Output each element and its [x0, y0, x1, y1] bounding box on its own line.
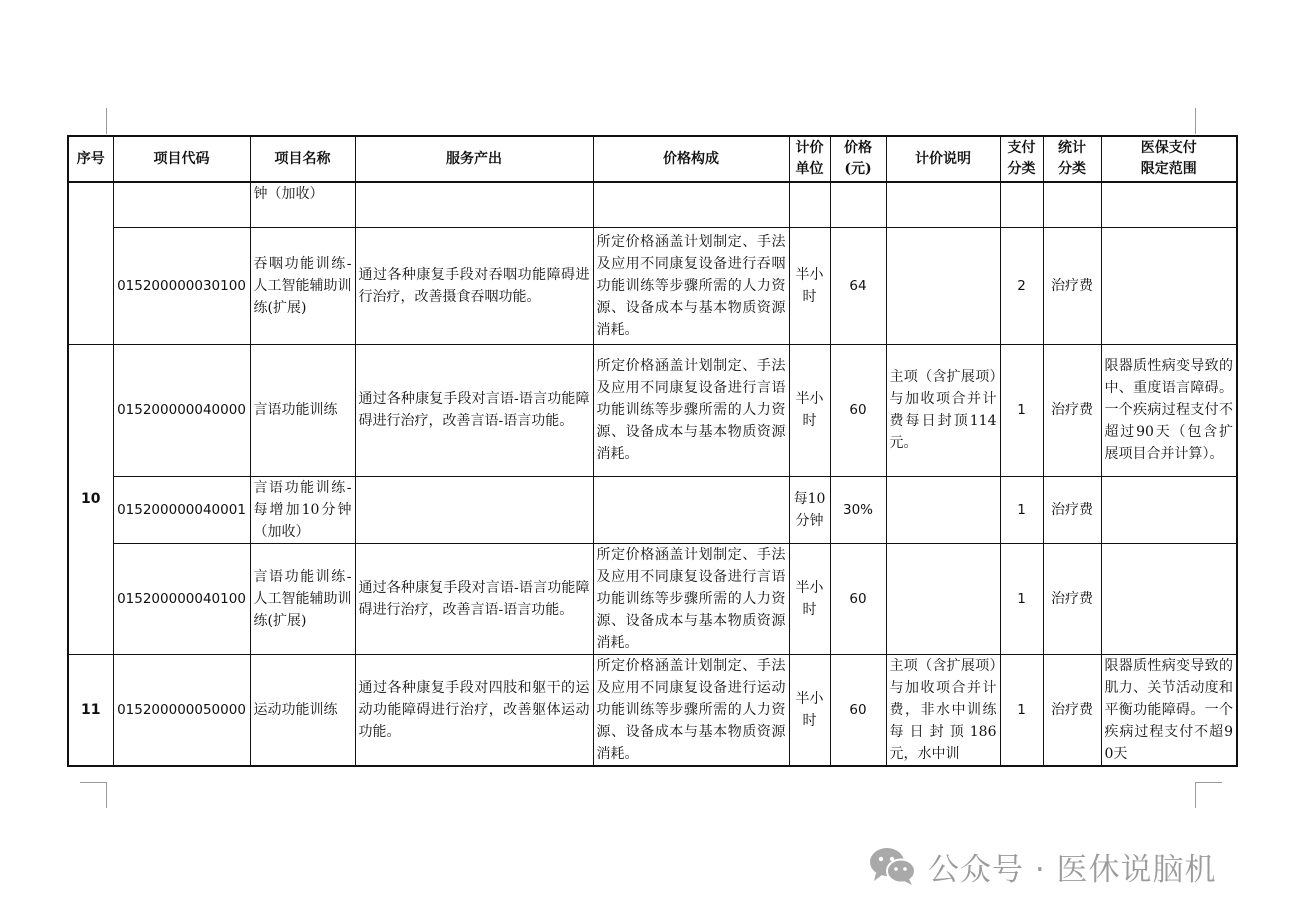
- cell-scope: 限器质性病变导致的中、重度语言障碍。一个疾病过程支付不超过90天（包含扩展项目合并计算）。: [1101, 344, 1237, 476]
- cell-unit: 半小时: [789, 543, 830, 654]
- price-table: [67, 135, 1238, 767]
- cell-pay: 1: [1000, 654, 1043, 766]
- cell-composition: [593, 476, 789, 543]
- cell-price: [830, 182, 886, 227]
- cell-code: [113, 182, 250, 227]
- cell-price: 60: [830, 543, 886, 654]
- table-row: [68, 344, 1237, 476]
- cell-code: 015200000040000: [113, 344, 250, 476]
- cell-unit: 半小时: [789, 227, 830, 344]
- cell-stat: [1043, 182, 1101, 227]
- header-composition: 价格构成: [593, 136, 789, 182]
- header-price-line2: (元): [844, 161, 872, 177]
- header-unit-line1: 计价: [795, 140, 824, 156]
- header-output: 服务产出: [355, 136, 593, 182]
- cell-name: 钟（加收）: [250, 182, 355, 227]
- cell-note: [886, 227, 1000, 344]
- header-pay: [1000, 136, 1043, 182]
- cell-price: 30%: [830, 476, 886, 543]
- cell-composition: [593, 182, 789, 227]
- cell-price: 60: [830, 344, 886, 476]
- cell-name: 言语功能训练: [250, 344, 355, 476]
- crop-mark-top-right-v: [1195, 108, 1196, 134]
- crop-mark-bottom-left-v: [106, 782, 107, 808]
- header-scope-line1: 医保支付: [1140, 140, 1197, 156]
- cell-name: 言语功能训练-每增加10分钟（加收）: [250, 476, 355, 543]
- cell-unit: 每10分钟: [789, 476, 830, 543]
- header-unit-line2: 单位: [795, 161, 824, 177]
- cell-pay: [1000, 182, 1043, 227]
- table-row: [68, 476, 1237, 543]
- cell-price: 64: [830, 227, 886, 344]
- cell-output: [355, 182, 593, 227]
- header-pay-line2: 分类: [1007, 161, 1036, 177]
- header-stat-line1: 统计: [1058, 140, 1086, 156]
- cell-unit: [789, 182, 830, 227]
- cell-unit: 半小时: [789, 344, 830, 476]
- watermark-text: 公众号 · 医休说脑机: [928, 851, 1217, 888]
- header-stat: [1043, 136, 1101, 182]
- cell-note: 主项（含扩展项）与加收项合并计费，非水中训练每日封顶186元，水中训: [886, 654, 1000, 766]
- watermark: [868, 842, 1217, 890]
- table-row: [68, 654, 1237, 766]
- cell-composition: 所定价格涵盖计划制定、手法及应用不同康复设备进行运动功能训练等步骤所需的人力资源、设备成本与基本物质资源消耗。: [593, 654, 789, 766]
- header-stat-line2: 分类: [1058, 161, 1086, 177]
- cell-scope: [1101, 227, 1237, 344]
- cell-output: [355, 476, 593, 543]
- header-note: 计价说明: [886, 136, 1000, 182]
- header-scope: [1101, 136, 1237, 182]
- cell-code: 015200000040001: [113, 476, 250, 543]
- cell-pay: 2: [1000, 227, 1043, 344]
- header-pay-line1: 支付: [1007, 140, 1036, 156]
- cell-scope: [1101, 476, 1237, 543]
- cell-output: 通过各种康复手段对言语-语言功能障碍进行治疗，改善言语-语言功能。: [355, 344, 593, 476]
- cell-name: 运动功能训练: [250, 654, 355, 766]
- cell-code: 015200000030100: [113, 227, 250, 344]
- header-code: 项目代码: [113, 136, 250, 182]
- crop-mark-bottom-right-v: [1195, 782, 1196, 808]
- table-row: [68, 227, 1237, 344]
- cell-pay: 1: [1000, 344, 1043, 476]
- cell-code: 015200000050000: [113, 654, 250, 766]
- cell-seq: 10: [68, 344, 113, 654]
- crop-mark-bottom-left-h: [80, 782, 107, 783]
- cell-pay: 1: [1000, 543, 1043, 654]
- cell-seq: [68, 182, 113, 344]
- cell-code: 015200000040100: [113, 543, 250, 654]
- cell-name: 言语功能训练-人工智能辅助训练(扩展): [250, 543, 355, 654]
- cell-price: 60: [830, 654, 886, 766]
- header-price-line1: 价格: [844, 140, 872, 156]
- cell-scope: [1101, 182, 1237, 227]
- cell-composition: 所定价格涵盖计划制定、手法及应用不同康复设备进行言语功能训练等步骤所需的人力资源、设备成本与基本物质资源消耗。: [593, 344, 789, 476]
- cell-composition: 所定价格涵盖计划制定、手法及应用不同康复设备进行吞咽功能训练等步骤所需的人力资源、设备成本与基本物质资源消耗。: [593, 227, 789, 344]
- cell-stat: 治疗费: [1043, 654, 1101, 766]
- table-row: [68, 182, 1237, 227]
- cell-note: 主项（含扩展项）与加收项合并计费每日封顶114元。: [886, 344, 1000, 476]
- cell-scope: 限器质性病变导致的肌力、关节活动度和平衡功能障碍。一个疾病过程支付不超90天: [1101, 654, 1237, 766]
- cell-output: 通过各种康复手段对言语-语言功能障碍进行治疗，改善言语-语言功能。: [355, 543, 593, 654]
- cell-output: 通过各种康复手段对四肢和躯干的运动功能障碍进行治疗，改善躯体运动功能。: [355, 654, 593, 766]
- crop-mark-bottom-right-h: [1195, 782, 1222, 783]
- cell-note: [886, 476, 1000, 543]
- cell-stat: 治疗费: [1043, 227, 1101, 344]
- cell-stat: 治疗费: [1043, 543, 1101, 654]
- wechat-icon: [868, 845, 918, 887]
- header-name: 项目名称: [250, 136, 355, 182]
- price-table-container: [67, 135, 1236, 767]
- cell-unit: 半小时: [789, 654, 830, 766]
- table-header-row: [68, 136, 1237, 182]
- header-seq: 序号: [68, 136, 113, 182]
- cell-composition: 所定价格涵盖计划制定、手法及应用不同康复设备进行言语功能训练等步骤所需的人力资源、设备成本与基本物质资源消耗。: [593, 543, 789, 654]
- cell-scope: [1101, 543, 1237, 654]
- table-row: [68, 543, 1237, 654]
- header-unit: [789, 136, 830, 182]
- cell-name: 吞咽功能训练-人工智能辅助训练(扩展): [250, 227, 355, 344]
- cell-output: 通过各种康复手段对吞咽功能障碍进行治疗，改善摄食吞咽功能。: [355, 227, 593, 344]
- cell-stat: 治疗费: [1043, 344, 1101, 476]
- cell-note: [886, 543, 1000, 654]
- cell-note: [886, 182, 1000, 227]
- cell-pay: 1: [1000, 476, 1043, 543]
- cell-stat: 治疗费: [1043, 476, 1101, 543]
- cell-seq: 11: [68, 654, 113, 766]
- header-price: [830, 136, 886, 182]
- header-scope-line2: 限定范围: [1140, 161, 1197, 177]
- crop-mark-top-left-v: [106, 108, 107, 134]
